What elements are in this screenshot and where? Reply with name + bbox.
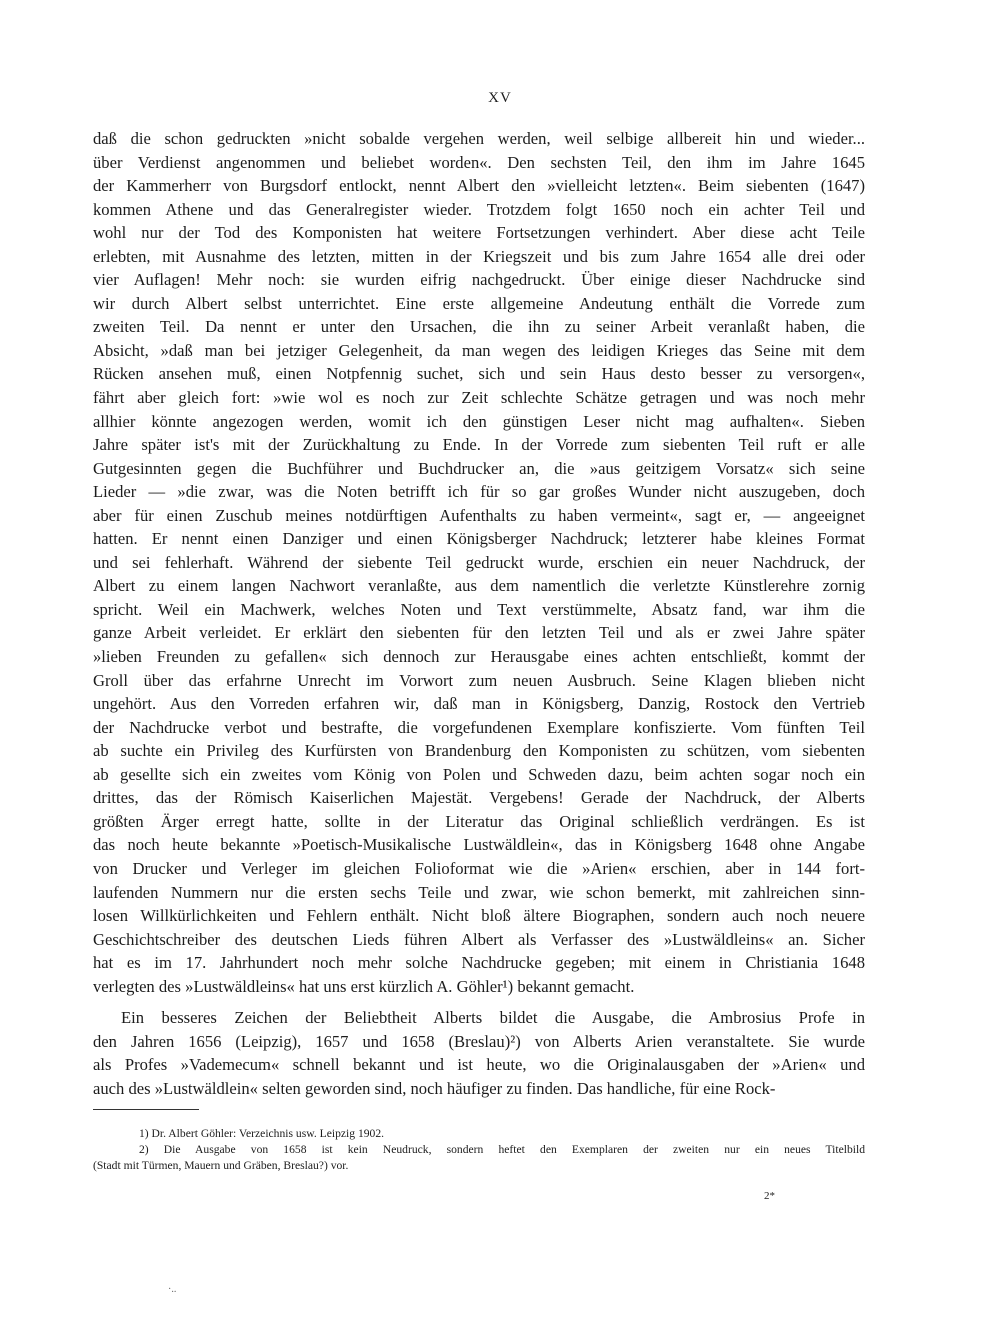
text-line: ab suchte ein Privileg des Kurfürsten von Brandenburg den Komponisten zu schützen, vom siebenten — [93, 741, 865, 761]
text-line: der Kammerherr von Burgsdorf entlockt, nennt Albert den »vielleicht letzten«. Beim siebenten (1647) — [93, 176, 865, 196]
text-line: fährt aber gleich fort: »wie wol es noch zur Zeit schlechte Schätze getragen und was noch mehr — [93, 388, 865, 408]
text-line: wohl nur der Tod des Komponisten hat weitere Fortsetzungen verhindert. Aber diese acht Teile — [93, 223, 865, 243]
text-line: wir durch Albert selbst unterrichtet. Eine erste allgemeine Andeutung enthält die Vorrede zum — [93, 293, 865, 313]
text-line: Albert zu einem langen Nachwort veranlaßte, aus dem namentlich die verletzte Künstlerehre zornig — [93, 576, 865, 596]
footnote-line: (Stadt mit Türmen, Mauern und Gräben, Breslau?) vor. — [93, 1159, 349, 1172]
text-line: Absicht, »daß man bei jetziger Gelegenheit, da man wegen des leidigen Krieges das Seine mit dem — [93, 340, 865, 360]
text-line: über Verdienst angenommen und beliebet worden«. Den sechsten Teil, den ihm im Jahre 1645 — [93, 152, 865, 172]
sheet-signature: 2* — [764, 1190, 775, 1202]
footnote-line: 2) Die Ausgabe von 1658 ist kein Neudruck, sondern heftet den Exemplaren der zweiten nur ein neues Titelbild — [139, 1143, 865, 1156]
text-line: ungehört. Aus den Vorreden erfahren wir, daß man in Königsberg, Danzig, Rostock den Vertrieb — [93, 694, 865, 714]
footnote-line: 1) Dr. Albert Göhler: Verzeichnis usw. Leipzig 1902. — [139, 1127, 385, 1140]
text-line: das noch heute bekannte »Poetisch-Musikalische Lustwäldlein«, das in Königsberg 1648 ohne Angabe — [93, 835, 865, 855]
text-line: »lieben Freunden zu gefallen« sich dennoch zur Herausgabe eines achten entschließt, kommt der — [93, 647, 865, 667]
text-line: hatten. Er nennt einen Danziger und einen Königsberger Nachdruck; letzterer habe kleines Format — [93, 529, 865, 549]
text-line: Geschichtschreiber des deutschen Lieds führen Albert als Verfasser des »Lustwäldleins« an. Sicher — [93, 929, 865, 949]
text-line: daß die schon gedruckten »nicht sobalde vergehen werden, weil selbige allbereit hin und wieder... — [93, 129, 865, 148]
text-line: größten Ärger erregt hatte, sollte in der Literatur das Original schließlich verdrängen. Es ist — [93, 811, 865, 831]
text-line: auch des »Lustwäldlein« selten geworden sind, noch häufiger zu finden. Das handliche, für eine Rock- — [93, 1078, 776, 1098]
text-line: Rücken ansehen muß, einen Notpfennig suchet, sich und sein Haus desto besser zu versorgen«, — [93, 364, 865, 384]
text-line: Lieder — »die zwar, was die Noten betrifft ich für so gar großes Wunder nicht auszugeben, doch — [93, 482, 865, 502]
text-line: Jahre später ist's mit der Zurückhaltung zu Ende. In der Vorrede zum siebenten Teil ruft er alle — [93, 435, 865, 455]
text-line: allhier könnte angezogen werden, womit ich den günstigen Leser nicht mag aufhalten«. Sieben — [93, 411, 865, 431]
scan-speck: ·.. — [168, 1284, 177, 1295]
text-line: als Profes »Vademecum« schnell bekannt und ist heute, wo die Originalausgaben der »Arien« und — [93, 1055, 865, 1075]
text-line: der Nachdrucke verbot und bestrafte, die vorgefundenen Exemplare konfiszierte. Vom fünften Teil — [93, 717, 865, 737]
text-line: kommen Athene und das Generalregister wieder. Trotzdem folgt 1650 noch ein achter Teil und — [93, 199, 865, 219]
text-line: ganze Arbeit verleidet. Er erklärt den siebenten für den letzten Teil und als er zwei Jahre später — [93, 623, 865, 643]
text-line: Gutgesinnten gegen die Buchführer und Buchdrucker an, die »aus geitzigem Vorsatz« sich seine — [93, 458, 865, 478]
text-line: erlebten, mit Ausnahme des letzten, mitten in der Kriegszeit und bis zum Jahre 1654 alle drei oder — [93, 246, 865, 266]
body-text — [93, 127, 865, 1100]
paragraph — [93, 127, 865, 998]
text-line: hat es im 17. Jahrhundert noch mehr solche Nachdrucke gegeben; mit einem in Christiania 1648 — [93, 953, 865, 973]
text-line: aber für einen Zuschub meines notdürftigen Aufenthalts zu haben vermeint«, sagt er, — angeeignet — [93, 505, 865, 525]
footnote-divider — [93, 1109, 199, 1110]
page-number: XV — [488, 90, 512, 106]
text-line: Groll über das erfahrne Unrecht im Vorwort zum neuen Ausbruch. Seine Klagen blieben nicht — [93, 670, 865, 690]
text-line: losen Willkürlichkeiten und Fehlern enthält. Nicht bloß ältere Biographen, sondern auch noch neuere — [93, 906, 865, 926]
text-line: zweiten Teil. Da nennt er unter den Ursachen, die ihn zu seiner Arbeit veranlaßt haben, die — [93, 317, 865, 337]
footnotes — [93, 1126, 865, 1174]
text-line: Ein besseres Zeichen der Beliebtheit Alberts bildet die Ausgabe, die Ambrosius Profe in — [121, 1008, 865, 1028]
footnote — [93, 1126, 865, 1142]
text-line: spricht. Weil ein Machwerk, welches Noten und Text verstümmelte, Absatz fand, war ihm die — [93, 599, 865, 619]
paragraph-gap — [93, 998, 865, 1006]
text-line: ab gesellte sich ein zweites vom König von Polen und Schweden dazu, beim achten sogar noch ein — [93, 764, 865, 784]
text-line: laufenden Nummern nur die ersten sechs Teile und zwar, wie schon bemerkt, mit zahlreichen sinn- — [93, 882, 865, 902]
text-line: den Jahren 1656 (Leipzig), 1657 und 1658 (Breslau)²) von Alberts Arien veranstaltete. Sie wurde — [93, 1031, 865, 1051]
text-line: drittes, das der Römisch Kaiserlichen Majestät. Vergebens! Gerade der Nachdruck, der Alberts — [93, 788, 865, 808]
text-line: von Drucker und Verleger im gleichen Folioformat wie die »Arien« erschien, aber in 144 fort- — [93, 858, 865, 878]
text-line: und sei fehlerhaft. Während der siebente Teil gedruckt wurde, erschien ein neuer Nachdruck, der — [93, 552, 865, 572]
text-line: vier Auflagen! Mehr noch: sie wurden eifrig nachgedruckt. Über einige dieser Nachdrucke sind — [93, 270, 865, 290]
footnote — [93, 1142, 865, 1174]
text-line: verlegten des »Lustwäldleins« hat uns erst kürzlich A. Göhler¹) bekannt gemacht. — [93, 976, 635, 996]
paragraph — [93, 1006, 865, 1100]
